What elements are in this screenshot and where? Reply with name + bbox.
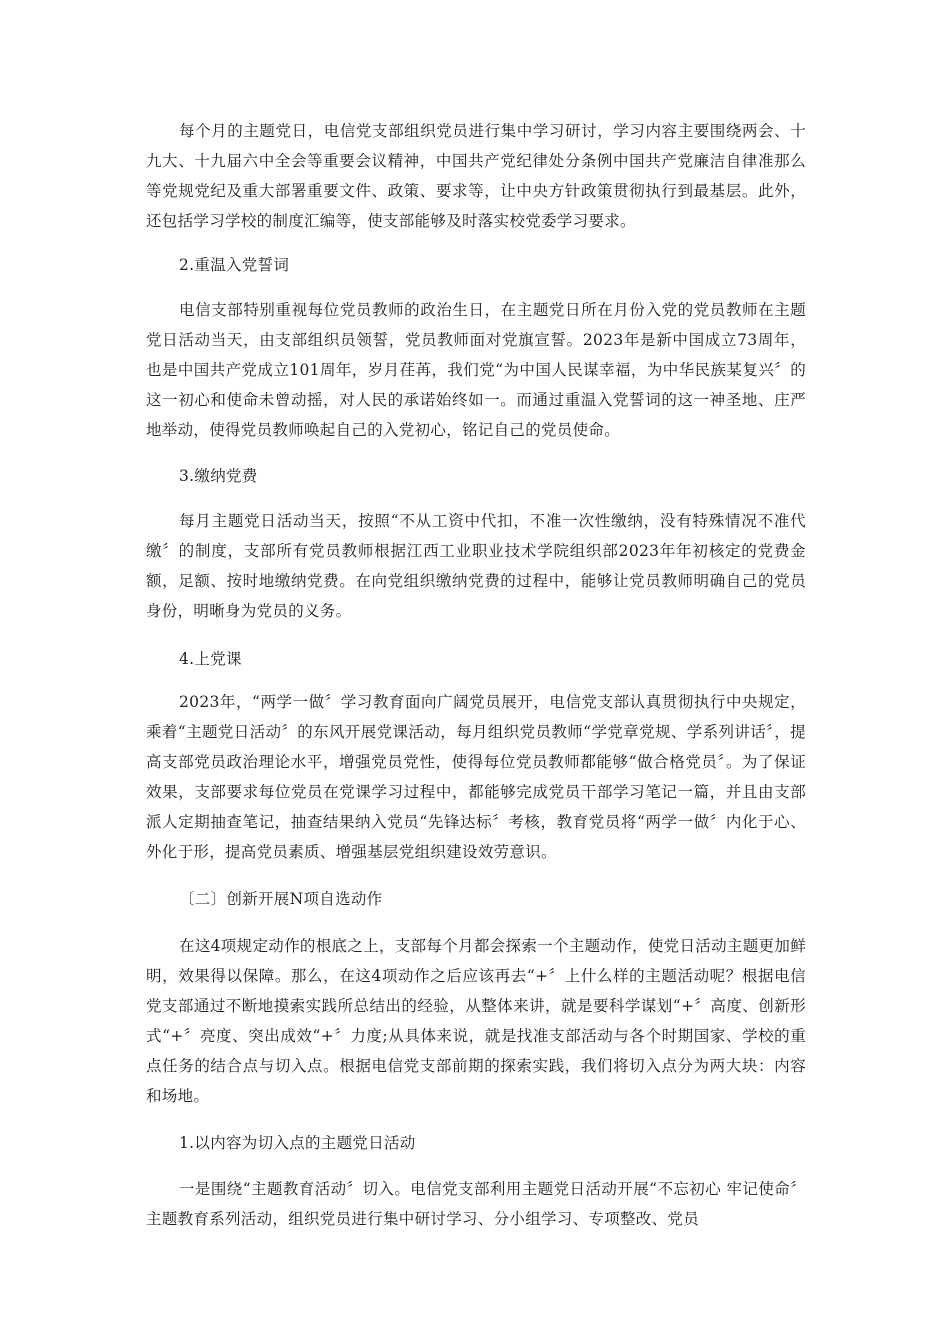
heading-dues: 3.缴纳党费 [179, 467, 258, 485]
paragraph-content-entry: 一是围绕“主题教育活动〞切入。电信党支部利用主题党日活动开展“不忘初心 牢记使命〞主题教育系列活动，组织党员进行集中研讨学习、分小组学习、专项整改、党员 [146, 1180, 806, 1228]
heading-content-entry: 1.以内容为切入点的主题党日活动 [179, 1134, 416, 1152]
heading-party-lecture: 4.上党课 [179, 650, 242, 668]
paragraph-dues: 每月主题党日活动当天，按照“不从工资中代扣，不准一次性缴纳，没有特殊情况不准代缴〞的制度，支部所有党员教师根据江西工业职业技术学院组织部2023年年初核定的党费金额，足额、按时地缴纳党费。在向党组织缴纳党费的过程中，能够让党员教师明确自己的党员身份，明晰身为党员的义务。 [146, 512, 806, 620]
paragraph-optional-actions: 在这4项规定动作的根底之上，支部每个月都会探索一个主题动作，使党日活动主题更加鲜明，效果得以保障。那么，在这4项动作之后应该再去“+〞上什么样的主题活动呢？根据电信党支部通过不断地摸索实践所总结出的经验，从整体来讲，就是要科学谋划“+〞高度、创新形式“+〞亮度、突出成效“+〞力度;从具体来说，就是找准支部活动与各个时期国家、学校的重点任务的结合点与切入点。根据电信党支部前期的探索实践，我们将切入点分为两大块：内容和场地。 [146, 937, 806, 1105]
paragraph-oath: 电信支部特别重视每位党员教师的政治生日，在主题党日所在月份入党的党员教师在主题党日活动当天，由支部组织员领誓，党员教师面对党旗宣誓。2023年是新中国成立73周年，也是中国共产党成立101周年，岁月荏苒，我们党“为中国人民谋幸福，为中华民族某复兴〞的这一初心和使命未曾动摇，对人民的承诺始终如一。而通过重温入党誓词的这一神圣地、庄严地举动，使得党员教师唤起自己的入党初心，铭记自己的党员使命。 [146, 301, 806, 439]
heading-oath: 2.重温入党誓词 [179, 256, 290, 274]
paragraph-party-lecture: 2023年，“两学一做〞学习教育面向广阔党员展开，电信党支部认真贯彻执行中央规定，乘着“主题党日活动〞的东风开展党课活动，每月组织党员教师“学党章党规、学系列讲话〞，提高支部党员政治理论水平，增强党员党性，使得每位党员教师都能够“做合格党员〞。为了保证效果，支部要求每位党员在党课学习过程中，都能够完成党员干部学习笔记一篇，并且由支部派人定期抽查笔记，抽查结果纳入党员“先锋达标〞考核，教育党员将“两学一做〞内化于心、外化于形，提高党员素质、增强基层党组织建设效劳意识。 [146, 693, 806, 861]
paragraph-study-content: 每个月的主题党日，电信党支部组织党员进行集中学习研讨，学习内容主要围绕两会、十九大、十九届六中全会等重要会议精神，中国共产党纪律处分条例中国共产党廉洁自律准那么等党规党纪及重大部署重要文件、政策、要求等，让中央方针政策贯彻执行到最基层。此外，还包括学习学校的制度汇编等，使支部能够及时落实校党委学习要求。 [146, 122, 806, 230]
heading-optional-actions: 〔二〕创新开展N项自选动作 [179, 890, 383, 908]
